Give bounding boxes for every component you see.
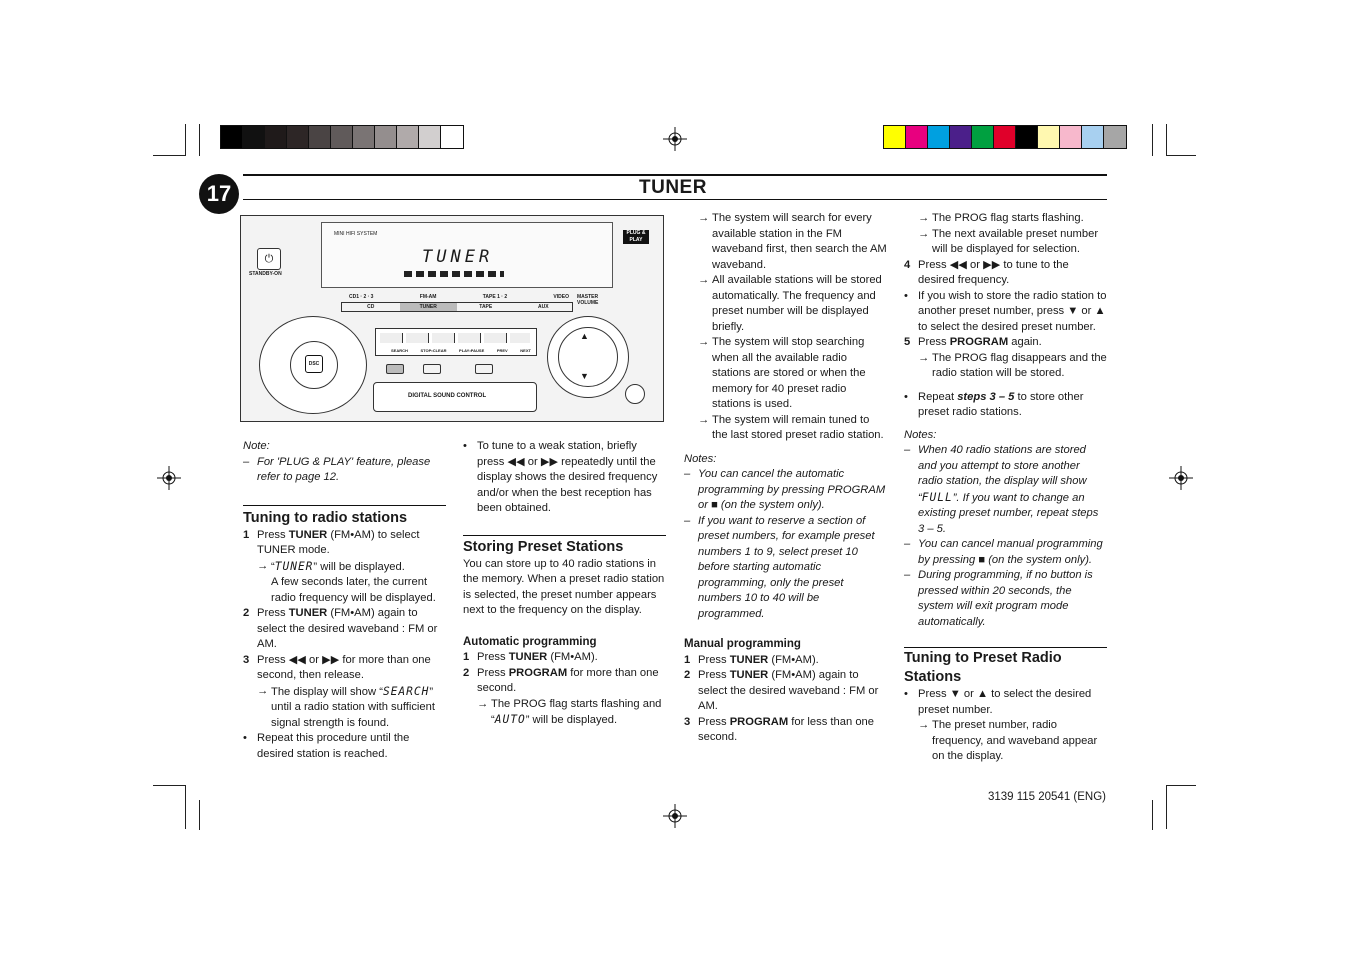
source-top-0: CD1 · 2 · 3 [349, 294, 374, 300]
color-swatch-5 [994, 126, 1016, 148]
heading-tuning: Tuning to radio stations [243, 509, 408, 526]
lcd-level-bars [404, 271, 504, 277]
ctrl-bottom-labels [391, 348, 531, 353]
dsc-panel [373, 382, 537, 412]
volume-up-icon[interactable]: ▲ [580, 331, 589, 341]
standby-label: STANDBY-ON [249, 271, 282, 277]
header-rule-top [243, 174, 1107, 176]
heading-preset: Tuning to Preset Radio Stations [904, 650, 1062, 685]
source-top-2: TAPE 1 · 2 [482, 294, 508, 300]
color-swatch-8 [1060, 126, 1082, 148]
master-volume-label: MASTER VOLUME [577, 294, 599, 306]
storing-intro: You can store up to 40 radio stations in the memory. When a preset radio station is selected, the preset number appears next to the frequency on the display. [463, 557, 665, 616]
color-swatch-2 [928, 126, 950, 148]
ctrl-label-play: PLAY•PAUSE [459, 348, 485, 353]
display-window [321, 222, 613, 288]
column-3: → The system will search for every available station in the FM waveband first, then search the AM waveband. → All available stations will be stored automatically. The frequency and preset number will be displayed briefly. → The system will stop searching when all the available radio stations are stored or when the memory for 40 preset radio stations is used. → The system will remain tuned to the last stored preset radio station. Notes: – You can cancel the automatic programming by pressing PROGRAM or ■ (on the system only). – If you want to reserve a section of preset numbers, for example preset numbers 1 to 9, select preset 10 before starting automatic programming, only the preset numbers 10 to 40 will be programmed. Manual programming 1 Press TUNER (FM•AM). 2 Press TUNER (FM•AM) again to select the desired waveband : FM or AM. 3 Press PROGRAM for less than one second. [684, 212, 887, 743]
device-illustration [240, 215, 664, 422]
source-row-top [349, 294, 569, 300]
page-title: TUNER [639, 177, 707, 198]
ctrl-label-prev: PREV [496, 348, 508, 353]
note-text: For 'PLUG & PLAY' feature, please refer to page 12. [257, 455, 431, 483]
gray-swatch-7 [375, 126, 397, 148]
registration-mark-left [157, 466, 181, 490]
dsc-button[interactable]: DSC [305, 355, 323, 373]
dsc-panel-label: DIGITAL SOUND CONTROL [408, 393, 487, 399]
registration-mark-top [663, 127, 687, 151]
registration-mark-bottom [663, 804, 687, 828]
source-top-1: FM-AM [419, 294, 437, 300]
gray-swatch-5 [331, 126, 353, 148]
grayscale-bar [220, 125, 464, 149]
program-button[interactable] [386, 364, 404, 374]
column-1: Note: – For 'PLUG & PLAY' feature, please refer to page 12. Tuning to radio stations 1 Press TUNER (FM•AM) to select TUNER mode. → “TUNER” will be displayed. A few seconds later, the current radio frequency will be displayed. 2 Press TUNER (FM•AM) again to select the desired waveband : FM or AM. 3 Press ◀◀ or ▶▶ for more than one second, then release. → The display will show “SEARCH” until a radio station with sufficient signal strength is found. • Repeat this procedure until the desired station is reached. [243, 439, 446, 762]
dbb-button[interactable] [475, 364, 493, 374]
note-label: Note: [243, 440, 270, 452]
column-4: → The PROG flag starts flashing. → The next available preset number will be displayed for selection. 4 Press ◀◀ or ▶▶ to tune to the desired frequency. • If you wish to store the radio station to another preset number, press ▼ or ▲ to select the desired preset number. 5 Press PROGRAM again. → The PROG flag disappears and the radio station will be stored. • Repeat steps 3 – 5 to store other preset radio stations. Notes: – When 40 radio stations are stored and you attempt to store another radio station, the display will show “FULL”. If you want to change an existing preset number, repeat steps 3 – 5. – You can cancel manual programming by pressing ■ (on the system only). – During programming, if no button is pressed within 20 seconds, the system will exit program mode automatically. Tuning to Preset Radio Stations • Press ▼ or ▲ to select the desired preset number. → The preset number, radio frequency, and waveband appear on the display. [904, 212, 1107, 762]
mini-hifi-label: MINI HIFI SYSTEM [334, 231, 378, 237]
ctrl-label-stop: STOP•CLEAR [420, 348, 447, 353]
notes-label-manual: Notes: [904, 428, 937, 441]
sub-manual: Manual programming [684, 638, 801, 650]
page-number: 17 [199, 174, 239, 214]
bullet-repeat: Repeat this procedure until the desired station is reached. [257, 732, 410, 760]
notes-label-auto: Notes: [684, 452, 717, 465]
gray-swatch-8 [397, 126, 419, 148]
step1-result-2: A few seconds later, the current radio frequency will be displayed. [271, 576, 436, 604]
source-button-aux[interactable]: AUX [537, 304, 549, 310]
color-swatch-9 [1082, 126, 1104, 148]
color-swatch-3 [950, 126, 972, 148]
gray-swatch-9 [419, 126, 441, 148]
gray-swatch-6 [353, 126, 375, 148]
standby-button[interactable]: ⏻ [257, 248, 281, 270]
source-button-cd[interactable]: CD [367, 304, 375, 310]
source-button-tuner[interactable]: TUNER [400, 303, 458, 311]
gray-swatch-2 [265, 126, 287, 148]
heading-storing: Storing Preset Stations [463, 538, 624, 555]
color-bar [883, 125, 1127, 149]
ctrl-label-next: NEXT [520, 348, 531, 353]
color-swatch-0 [884, 126, 906, 148]
color-swatch-6 [1016, 126, 1038, 148]
source-top-3: VIDEO [553, 294, 569, 300]
gray-swatch-3 [287, 126, 309, 148]
column-2: • To tune to a weak station, briefly press ◀◀ or ▶▶ repeatedly until the display shows the desired frequency and/or when the best reception has been obtained. Storing Preset Stations You can store up to 40 radio stations in the memory. When a preset radio station is selected, the preset number appears next to the frequency on the display. Automatic programming 1 Press TUNER (FM•AM). 2 Press PROGRAM for more than one second. → The PROG flag starts flashing and “AUTO” will be displayed. [463, 440, 665, 726]
gray-swatch-4 [309, 126, 331, 148]
volume-down-icon[interactable]: ▼ [580, 371, 589, 381]
source-button-tape[interactable]: TAPE [479, 304, 493, 310]
gray-swatch-0 [221, 126, 243, 148]
color-swatch-4 [972, 126, 994, 148]
lcd-text: TUNER [422, 247, 494, 267]
volume-knob[interactable] [547, 316, 629, 398]
sub-automatic: Automatic programming [463, 635, 597, 648]
color-swatch-1 [906, 126, 928, 148]
color-swatch-7 [1038, 126, 1060, 148]
registration-mark-right [1169, 466, 1193, 490]
source-buttons [341, 302, 573, 312]
clock-timer-button[interactable] [423, 364, 441, 374]
color-swatch-10 [1104, 126, 1126, 148]
plug-play-logo: PLUG & PLAY [623, 230, 649, 244]
gray-swatch-10 [441, 126, 463, 148]
footer-code: 3139 115 20541 (ENG) [987, 791, 1106, 803]
ctrl-label-search: SEARCH [391, 348, 408, 353]
dsc-knob[interactable] [259, 316, 367, 414]
headphone-jack [625, 384, 645, 404]
gray-swatch-1 [243, 126, 265, 148]
header-rule-bottom [243, 199, 1107, 200]
